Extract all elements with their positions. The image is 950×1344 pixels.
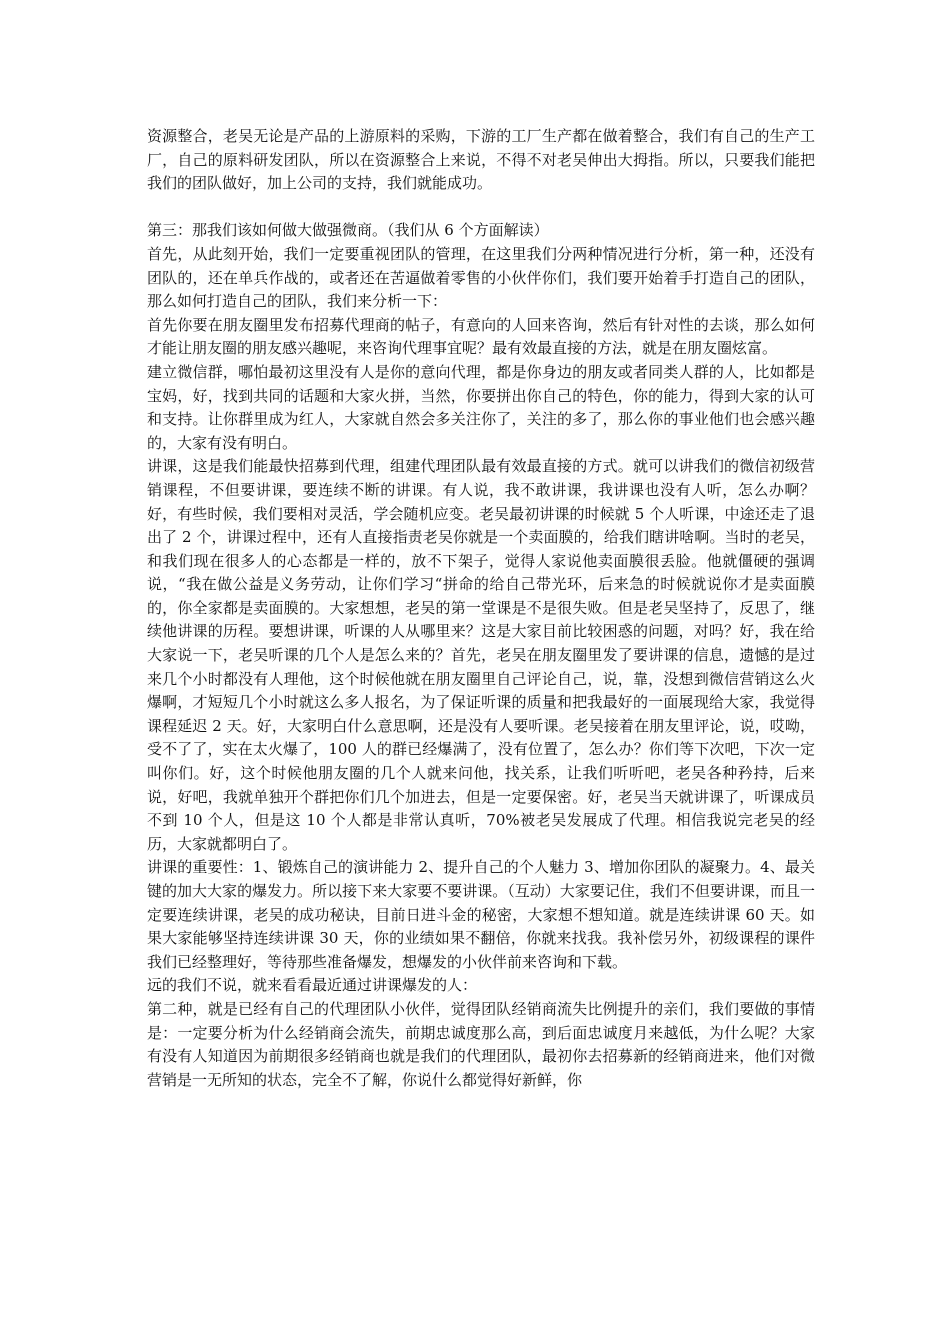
paragraph-lecture-story: 讲课，这是我们能最快招募到代理，组建代理团队最有效最直接的方式。就可以讲我们的微信初级营销课程，不但要讲课，要连续不断的讲课。有人说，我不敢讲课，我讲课也没有人听，怎么办啊？好，有些时候，我们要相对灵活，学会随机应变。老吴最初讲课的时候就 5 个人听课，中途还走了退出了 2 个，讲课过程中，还有人直接指责老吴你就是一个卖面膜的，给我们瞎讲啥啊。当时的老吴，和我们现在很多人的心态都是一样的，放不下架子，觉得人家说他卖面膜很丢脸。他就僵硬的强调说，“我在做公益是义务劳动，让你们学习“拼命的给自己带光环，后来急的时候就说你才是卖面膜的，你全家都是卖面膜的。大家想想，老吴的第一堂课是不是很失败。但是老吴坚持了，反思了，继续他讲课的历程。要想讲课，听课的人从哪里来？这是大家目前比较困惑的问题，对吗？好，我在给大家说一下，老吴听课的几个人是怎么来的？首先，老吴在朋友圈里发了要讲课的信息，遗憾的是过来几个小时都没有人理他，这个时候他就在朋友圈里自己评论自己，说，靠，没想到微信营销这么火爆啊，才短短几个小时就这么多人报名，为了保证听课的质量和把我最好的一面展现给大家，我觉得课程延迟 2 天。好，大家明白什么意思啊，还是没有人要听课。老吴接着在朋友里评论，说，哎呦，受不了了，实在太火爆了，100 人的群已经爆满了，没有位置了，怎么办？你们等下次吧，下次一定叫你们。好，这个时候他朋友圈的几个人就来问他，找关系，让我们听听吧，老吴各种矜持，后来说，好吧，我就单独开个群把你们几个加进去，但是一定要保密。好，老吴当天就讲课了，听课成员不到 10 个人，但是这 10 个人都是非常认真听，70%被老吴发展成了代理。相信我说完老吴的经历，大家就都明白了。 <box>147 457 815 853</box>
paragraph-resource-integration: 资源整合，老吴无论是产品的上游原料的采购，下游的工厂生产都在做着整合，我们有自己的生产工厂，自己的原料研发团队，所以在资源整合上来说，不得不对老吴伸出大拇指。所以，只要我们能把我们的团队做好，加上公司的支持，我们就能成功。 <box>147 127 815 193</box>
section-heading-third: 第三：那我们该如何做大做强微商。（我们从 6 个方面解读） <box>147 221 549 240</box>
paragraph-second-case: 第二种，就是已经有自己的代理团队小伙伴，觉得团队经销商流失比例提升的亲们，我们要做的事情是：一定要分析为什么经销商会流失，前期忠诚度那么高，到后面忠诚度月来越低，为什么呢？大家有没有人知道因为前期很多经销商也就是我们的代理团队，最初你去招募新的经销商进来，他们对微营销是一无所知的状态，完全不了解，你说什么都觉得好新鲜，你 <box>147 999 815 1089</box>
paragraph-recent-examples: 远的我们不说，就来看看最近通过讲课爆发的人： <box>147 976 478 995</box>
paragraph-moments-recruiting: 首先你要在朋友圈里发布招募代理商的帖子，有意向的人回来咨询，然后有针对性的去谈，那么如何才能让朋友圈的朋友感兴趣呢，来咨询代理事宜呢？最有效最直接的方法，就是在朋友圈炫富。 <box>147 315 815 358</box>
paragraph-team-management: 首先，从此刻开始，我们一定要重视团队的管理，在这里我们分两种情况进行分析，第一种，还没有团队的，还在单兵作战的，或者还在苦逼做着零售的小伙伴你们，我们要开始着手打造自己的团队，那么如何打造自己的团队，我们来分析一下： <box>147 244 815 311</box>
document-page <box>147 125 815 1092</box>
paragraph-spacer <box>147 196 815 220</box>
paragraph-lecture-importance: 讲课的重要性：1、锻炼自己的演讲能力 2、提升自己的个人魅力 3、增加你团队的凝聚力。4、最关键的加大大家的爆发力。所以接下来大家要不要讲课。（互动）大家要记住，我们不但要讲课，而且一定要连续讲课，老吴的成功秘诀，目前日进斗金的秘密，大家想不想知道。就是连续讲课 60 天。如果大家能够坚持连续讲课 30 天，你的业绩如果不翻倍，你就来找我。我补偿另外，初级课程的课件我们已经整理好，等待那些准备爆发，想爆发的小伙伴前来咨询和下载。 <box>147 858 815 971</box>
paragraph-wechat-group: 建立微信群，哪怕最初这里没有人是你的意向代理，都是你身边的朋友或者同类人群的人，比如都是宝妈，好，找到共同的话题和大家火拼，当然，你要拼出你自己的特色，你的能力，得到大家的认可和支持。让你群里成为红人，大家就自然会多关注你了，关注的多了，那么你的事业他们也会感兴趣的，大家有没有明白。 <box>147 362 815 452</box>
